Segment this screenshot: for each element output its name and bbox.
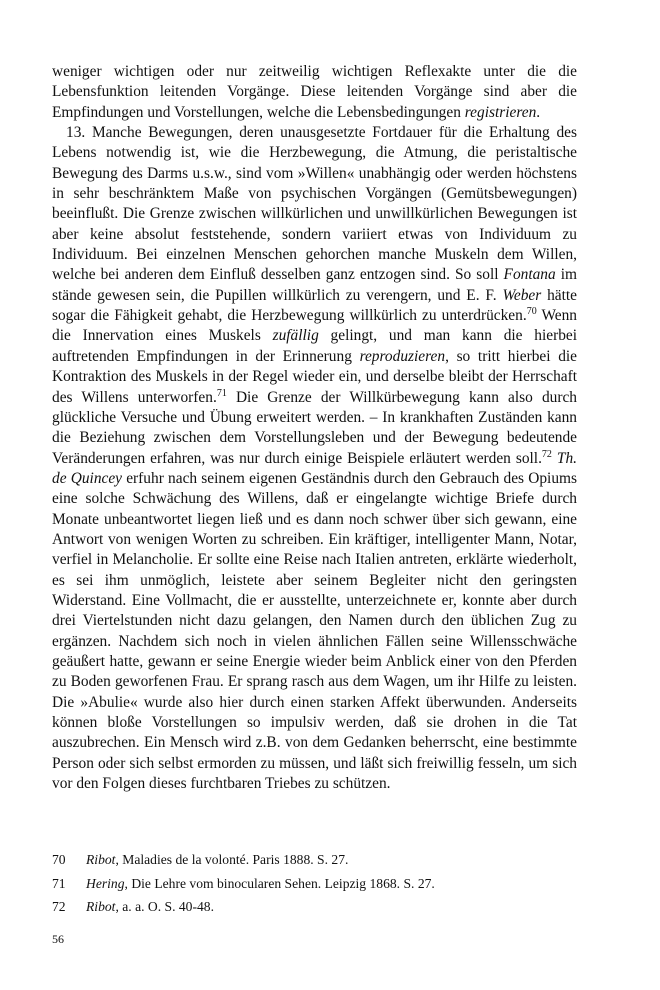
italic-text: Th. de Quincey: [52, 449, 577, 487]
paragraph-1: [52, 62, 577, 123]
text-run: .: [536, 103, 541, 121]
footnote-reference: 70: [526, 306, 537, 317]
text-run: 13. Manche Bewegungen, deren unausgesetzte Fortdauer für die Erhaltung des Lebens notwendig ist, wie die Herzbewegung, die Atmung, die peristaltische Bewegung des Darms u.s.w., sind vom »Willen« unabhängig oder werden höchstens in sehr beschränktem Maße von psychischen Vorgängen (Gemütsbewegungen) beeinflußt. Die Grenze zwischen willkürlichen und unwillkürlichen Bewegungen ist aber keine absolut feststehende, sondern variiert etwas von Individuum zu Individuum. Bei einzelnen Menschen gehorchen manche Muskeln dem Willen, welche bei anderen dem Einfluß desselben ganz entzogen sind. So soll: [52, 124, 577, 284]
text-run: hätte sogar die Fähigkeit gehabt, die Herzbewegung willkürlich zu unterdrücken.: [52, 286, 577, 325]
italic-text: Weber: [502, 286, 542, 304]
text-run: im stände gewesen sein, die Pupillen willkürlich zu verengern, und E. F.: [52, 266, 577, 304]
footnote-72: [52, 895, 577, 919]
footnote-number: 72: [52, 899, 66, 915]
footnote-reference: 71: [216, 387, 227, 399]
footnote-number: 70: [52, 852, 66, 867]
text-run: gelingt, und man kann die hierbei auftretenden Empfindungen in der Erinnerung: [52, 327, 577, 365]
text-run: , so tritt hierbei die Kontraktion des Muskels in der Regel wieder ein, und derselbe bleibt der Herrschaft des Willens unterworfen.: [52, 347, 578, 406]
footnote-author: Hering: [86, 875, 125, 891]
text-run: erfuhr nach seinem eigenen Geständnis durch den Gebrauch des Opiums eine solche Schwächung des Willens, daß er eingelangte wichtige Briefe durch Monate unbeantwortet liegen ließ und es dann noch schwer über sich gewann, eine Antwort von wenigen Worten zu schreiben. Ein kräftiger, intelligenter Mann, Notar, verfiel in Melancholie. Er sollte eine Reise nach Italien antreten, erklärte wiederholt, es sei ihm unmöglich, leistete aber seinem Begleiter nicht den geringsten Widerstand. Eine Vollmacht, die er ausstellte, unterzeichnete er, konnte aber durch drei Viertelstunden nicht dazu gelangen, den Namen durch den üblichen Zug zu ergänzen. Nachdem sich noch in vielen ähnlichen Fällen seine Willensschwäche geäußert hatte, gewann er seine Energie wieder beim Anblick einer von den Pferden zu Boden geworfenen Frau. Er sprang rasch aus dem Wagen, um ihr Hilfe zu leisten. Die »Abulie« wurde also hier durch einen starken Affekt überwunden. Anderseits können bloße Vorstellungen so impulsiv werden, daß sie drohen in die Tat auszubrechen. Ein Mensch wird z.B. von dem Gedanken beherrscht, eine bestimmte Person oder sich selbst ermorden zu müssen, und läßt sich freiwillig fesseln, um sich vor den Folgen dieses furchtbaren Triebes zu schützen.: [52, 469, 577, 793]
footnote-70: [52, 848, 577, 872]
footnote-number: 71: [52, 875, 66, 891]
paragraph-2: [52, 123, 577, 794]
footnote-text: Ribot, Maladies de la volonté. Paris 1888. S. 27.: [86, 852, 349, 867]
page-number: 56: [52, 932, 64, 946]
italic-text: Fontana: [503, 266, 556, 284]
footnote-71: [52, 872, 577, 896]
text-run: Die Grenze der Willkürbewegung kann also durch glückliche Versuche und Übung erweitert werden. – In krankhaften Zuständen kann die Beziehung zwischen dem Vorstellungsleben und der Bewegung bedeutende Veränderungen erfahren, was nur durch einige Beispiele erläutert werden soll.: [52, 388, 577, 467]
footnote-author: Ribot: [86, 852, 116, 867]
body-text: [52, 62, 577, 794]
italic-text: registrieren: [464, 103, 537, 121]
footnote-reference: 72: [541, 448, 552, 460]
footnotes: [52, 848, 577, 919]
italic-text: zufällig: [272, 327, 319, 345]
text-run: Wenn die Innervation eines Muskels: [52, 307, 577, 345]
text-run: weniger wichtigen oder nur zeitweilig wichtigen Reflexakte unter die die Lebensfunktion leitenden Vorgänge. Diese leitenden Vorgänge sind aber die Empfindungen und Vorstellungen, welche die Lebensbedingungen: [52, 63, 577, 121]
footnote-text: Ribot, a. a. O. S. 40-48.: [86, 899, 214, 915]
footnote-author: Ribot: [86, 899, 116, 915]
footnote-text: Hering, Die Lehre vom binocularen Sehen. Leipzig 1868. S. 27.: [86, 875, 435, 891]
italic-text: reproduzieren: [359, 347, 446, 365]
